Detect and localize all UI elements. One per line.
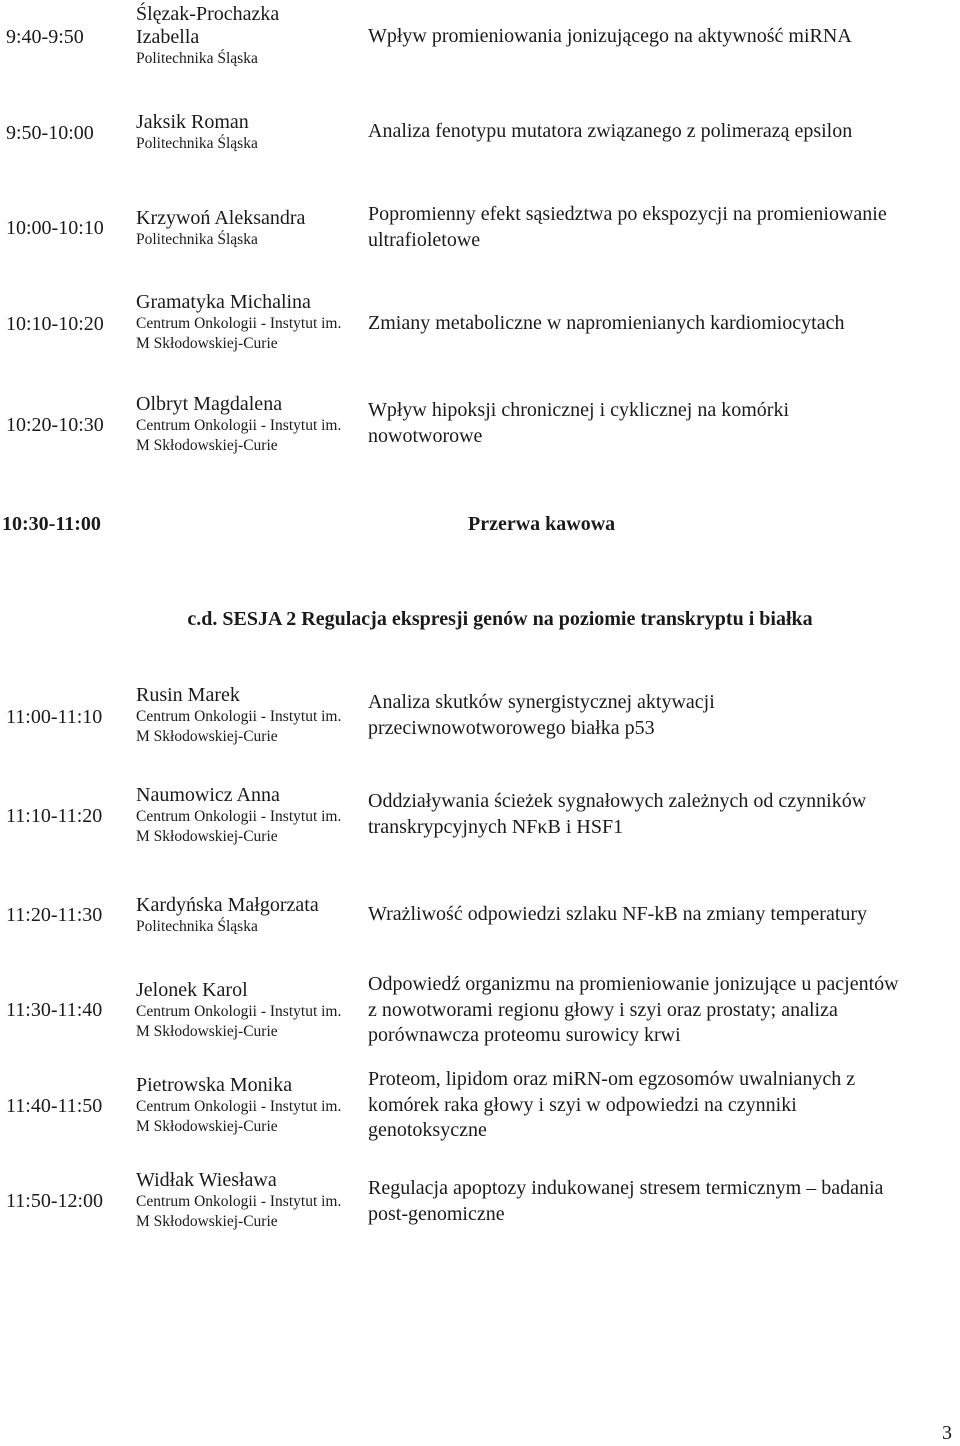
- talk-title: [368, 119, 956, 145]
- speaker-affiliation: Centrum Onkologii - Instytut im.: [136, 315, 342, 332]
- talk-title: [368, 398, 956, 449]
- speaker-block: [136, 111, 366, 154]
- speaker-block: [136, 1169, 366, 1232]
- talk-title-line: Wpływ hipoksji chronicznej i cyklicznej na komórki: [368, 399, 789, 421]
- talk-title-line: post-genomiczne: [368, 1202, 505, 1225]
- break-label: Przerwa kawowa: [468, 513, 616, 535]
- talk-title-line: genotoksyczne: [368, 1119, 487, 1141]
- speaker-name: Naumowicz Anna: [136, 784, 280, 806]
- talk-title-line: Oddziaływania ścieżek sygnałowych zależnych od czynników: [368, 790, 867, 812]
- talk-title-line: Odpowiedź organizmu na promieniowanie jonizujące u pacjentów: [368, 973, 899, 995]
- speaker-affiliation: Politechnika Śląska: [136, 135, 258, 152]
- speaker-name: Ślęzak-Prochazka: [136, 3, 280, 25]
- speaker-name: Krzywoń Aleksandra: [136, 207, 306, 229]
- break-time: 10:30-11:00: [2, 513, 101, 535]
- talk-title-line: Wrażliwość odpowiedzi szlaku NF-kB na zmiany temperatury: [368, 903, 868, 925]
- talk-title-line: Regulacja apoptozy indukowanej stresem termicznym – badania: [368, 1177, 884, 1199]
- speaker-name: Izabella: [136, 26, 200, 48]
- speaker-affiliation: Politechnika Śląska: [136, 231, 258, 248]
- speaker-name: Pietrowska Monika: [136, 1074, 293, 1096]
- speaker-name: Jaksik Roman: [136, 111, 249, 133]
- speaker-name: Widłak Wiesława: [136, 1169, 277, 1191]
- session-heading: c.d. SESJA 2 Regulacja ekspresji genów na poziomie transkryptu i białka: [187, 608, 813, 630]
- time-slot: 11:10-11:20: [6, 805, 103, 827]
- time-slot: 10:20-10:30: [6, 414, 104, 436]
- speaker-affiliation: M Skłodowskiej-Curie: [136, 1118, 278, 1135]
- speaker-name: Gramatyka Michalina: [136, 291, 311, 313]
- speaker-block: [136, 291, 366, 354]
- talk-title-line: Popromienny efekt sąsiedztwa po ekspozycji na promieniowanie: [368, 203, 887, 225]
- talk-title: [368, 789, 956, 840]
- talk-title: [368, 1176, 956, 1227]
- talk-title-line: transkrypcyjnych NFκB i HSF1: [368, 815, 624, 838]
- speaker-block: [136, 784, 366, 847]
- talk-title: [368, 690, 956, 741]
- speaker-block: [136, 3, 366, 69]
- talk-title-line: nowotworowe: [368, 424, 483, 447]
- speaker-name: Rusin Marek: [136, 684, 240, 706]
- page-number: 3: [942, 1422, 952, 1444]
- time-slot: 11:00-11:10: [6, 706, 103, 728]
- speaker-affiliation: M Skłodowskiej-Curie: [136, 437, 278, 454]
- speaker-affiliation: M Skłodowskiej-Curie: [136, 1023, 278, 1040]
- speaker-affiliation: Politechnika Śląska: [136, 50, 258, 67]
- speaker-block: [136, 207, 366, 250]
- speaker-affiliation: M Skłodowskiej-Curie: [136, 335, 278, 352]
- talk-title-line: ultrafioletowe: [368, 228, 481, 251]
- speaker-affiliation: Politechnika Śląska: [136, 918, 258, 935]
- talk-title: [368, 972, 956, 1049]
- time-slot: 10:10-10:20: [6, 313, 104, 335]
- talk-title-line: Analiza skutków synergistycznej aktywacji: [368, 691, 715, 713]
- time-slot: 11:40-11:50: [6, 1095, 103, 1117]
- speaker-affiliation: Centrum Onkologii - Instytut im.: [136, 1003, 342, 1020]
- time-slot: 11:20-11:30: [6, 904, 103, 926]
- speaker-affiliation: M Skłodowskiej-Curie: [136, 728, 278, 745]
- speaker-name: Olbryt Magdalena: [136, 393, 283, 415]
- talk-title-line: Analiza fenotypu mutatora związanego z polimerazą epsilon: [368, 120, 853, 142]
- talk-title: [368, 902, 956, 928]
- speaker-name: Kardyńska Małgorzata: [136, 894, 319, 916]
- speaker-block: [136, 979, 366, 1042]
- speaker-affiliation: Centrum Onkologii - Instytut im.: [136, 417, 342, 434]
- talk-title-line: komórek raka głowy i szyi w odpowiedzi na czynniki: [368, 1093, 797, 1116]
- speaker-affiliation: Centrum Onkologii - Instytut im.: [136, 1098, 342, 1115]
- speaker-name: Jelonek Karol: [136, 979, 248, 1001]
- talk-title: [368, 311, 956, 337]
- speaker-block: [136, 684, 366, 747]
- talk-title: [368, 1067, 956, 1144]
- speaker-block: [136, 393, 366, 456]
- time-slot: 11:30-11:40: [6, 999, 103, 1021]
- talk-title-line: Wpływ promieniowania jonizującego na aktywność miRNA: [368, 25, 852, 47]
- speaker-block: [136, 1074, 366, 1137]
- talk-title-line: z nowotworami regionu głowy i szyi oraz prostaty; analiza: [368, 998, 838, 1021]
- talk-title-line: Proteom, lipidom oraz miRN-om egzosomów uwalnianych z: [368, 1068, 856, 1090]
- speaker-affiliation: Centrum Onkologii - Instytut im.: [136, 1193, 342, 1210]
- time-slot: 9:50-10:00: [6, 122, 94, 144]
- time-slot: 10:00-10:10: [6, 217, 104, 239]
- speaker-affiliation: M Skłodowskiej-Curie: [136, 828, 278, 845]
- talk-title-line: Zmiany metaboliczne w napromienianych kardiomiocytach: [368, 312, 845, 334]
- speaker-affiliation: M Skłodowskiej-Curie: [136, 1213, 278, 1230]
- talk-title: [368, 202, 956, 253]
- talk-title: [368, 24, 956, 50]
- speaker-block: [136, 894, 366, 937]
- talk-title-line: przeciwnowotworowego białka p53: [368, 716, 655, 739]
- time-slot: 9:40-9:50: [6, 26, 84, 48]
- speaker-affiliation: Centrum Onkologii - Instytut im.: [136, 708, 342, 725]
- time-slot: 11:50-12:00: [6, 1190, 104, 1212]
- talk-title-line: porównawcza proteomu surowicy krwi: [368, 1024, 681, 1046]
- speaker-affiliation: Centrum Onkologii - Instytut im.: [136, 808, 342, 825]
